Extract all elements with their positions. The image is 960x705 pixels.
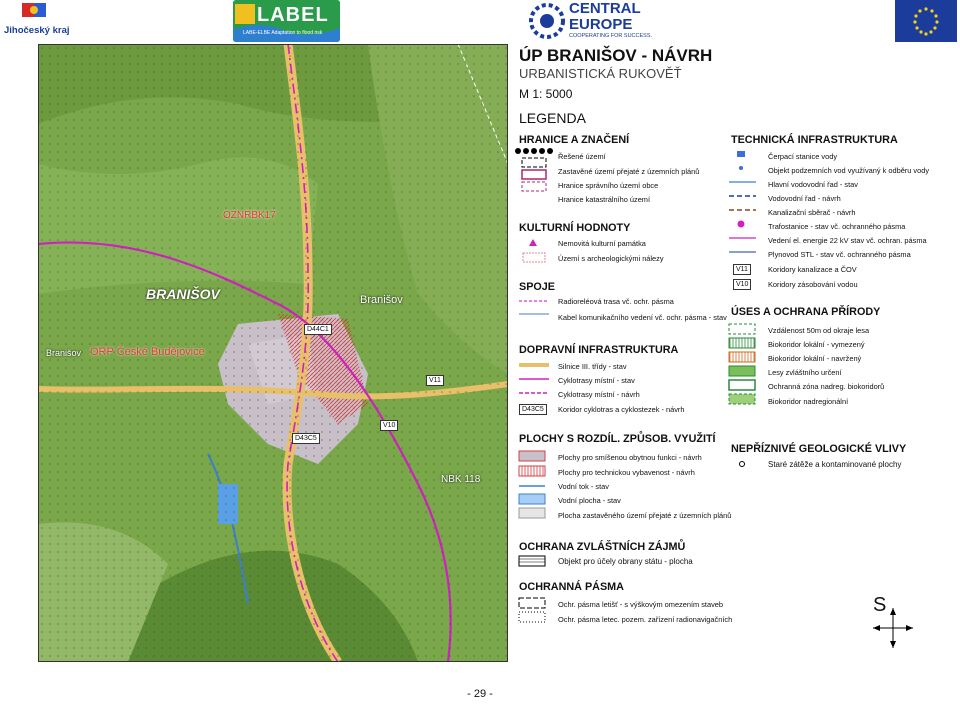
legend-spoje-0: Radioreléová trasa vč. ochr. pásma <box>558 297 674 306</box>
heading-spoje: SPOJE <box>519 281 556 293</box>
eu-flag-logo <box>895 0 957 42</box>
label-title: LABEL <box>257 4 329 26</box>
monument-icon <box>529 239 537 246</box>
map-code-d44c1: D44C1 <box>304 324 332 335</box>
legend-technicka-1: Objekt podzemních vod využívaný k odběru vody <box>768 166 930 175</box>
area-symbols <box>518 450 548 522</box>
legend-plochy-1: Plochy pro technickou vybavenost - návrh <box>558 468 695 477</box>
map-label-branisov-big: BRANIŠOV <box>146 286 220 302</box>
legend-technicka-7: Plynovod STL - stav vč. ochranného pásma <box>768 250 911 259</box>
heading-hranice: HRANICE A ZNAČENÍ <box>519 134 630 146</box>
heading-ochrana-zajmu: OCHRANA ZVLÁŠTNÍCH ZÁJMŮ <box>519 541 686 553</box>
legend-kulturni-0: Nemovitá kulturní památka <box>558 239 646 248</box>
heading-geologie: NEPŘÍZNIVÉ GEOLOGICKÉ VLIVY <box>731 443 907 455</box>
link-symbols <box>518 296 550 320</box>
compass-north-label: S <box>873 594 887 616</box>
reseno-uzemi-icon <box>515 148 553 154</box>
map-area <box>38 44 508 662</box>
legend-hranice-3: Hranice katastrálního území <box>558 195 651 204</box>
code-d43c5: D43C5 <box>519 404 547 415</box>
ce-subtitle: COOPERATING FOR SUCCESS. <box>569 33 653 39</box>
culture-symbols <box>522 238 548 266</box>
legend-dopravni-2: Cyklotrasy místní - návrh <box>558 390 640 399</box>
legend-technicka-6: Vedení el. energie 22 kV stav vč. ochran. pásma <box>768 236 927 245</box>
map-label-branisov-left: Branišov <box>46 348 82 358</box>
heading-kulturni: KULTURNÍ HODNOTY <box>519 222 631 234</box>
legend-priroda-5: Biokoridor nadregionální <box>768 397 849 406</box>
legend-plochy-2: Vodní tok - stav <box>558 482 609 491</box>
defense-area-icon <box>518 555 548 569</box>
legend-geologie-0: Staré zátěže a kontaminované plochy <box>768 460 902 469</box>
legend-priroda-4: Ochranná zóna nadreg. biokoridorů <box>768 382 885 391</box>
legend-hranice-0: Řešené území <box>558 152 606 161</box>
eu-stars-icon <box>895 0 957 42</box>
page-subtitle: URBANISTICKÁ RUKOVĚŤ <box>519 66 682 81</box>
legend-priroda-2: Biokoridor lokální - navržený <box>768 354 862 363</box>
legend-hranice-1: Zastavěné území přejaté z územních plánů <box>558 167 700 176</box>
map-scale: M 1: 5000 <box>519 87 573 101</box>
jihocesky-kraj-logo <box>0 0 80 42</box>
boundary-symbols <box>514 146 554 192</box>
legend-plochy-3: Vodní plocha - stav <box>558 496 621 505</box>
heading-technicka: TECHNICKÁ INFRASTRUKTURA <box>731 134 898 146</box>
legend-title: LEGENDA <box>519 110 586 126</box>
map-label-oznrbk: OZNRBK17 <box>223 210 276 221</box>
ce-title: CENTRAL <box>569 0 641 17</box>
label-logo <box>233 0 340 42</box>
legend-ochranna-pasma-1: Ochr. pásma letec. pozem. zařízení radionavigačních <box>558 615 733 624</box>
legend-priroda-3: Lesy zvláštního určení <box>768 368 842 377</box>
ce-star-icon <box>527 0 567 42</box>
legend-ochranna-pasma-0: Ochr. pásma letišť - s výškovým omezením staveb <box>558 600 724 609</box>
legend-plochy-0: Plochy pro smíšenou obytnou funkci - návrh <box>558 453 702 462</box>
legend-technicka-2: Hlavní vodovodní řad - stav <box>768 180 858 189</box>
legend-dopravni-1: Cyklotrasy místní - stav <box>558 376 635 385</box>
heading-dopravni: DOPRAVNÍ INFRASTRUKTURA <box>519 344 679 356</box>
nature-symbols <box>726 322 760 408</box>
map-label-orp: ORP České Budějovice <box>90 346 205 358</box>
map-label-nbk: NBK 118 <box>441 474 481 485</box>
label-subtitle: LABE-ELBE Adaptation to flood risk <box>243 30 323 36</box>
pump-station-icon <box>737 151 745 157</box>
legend-technicka-8: Koridory kanalizace a ČOV <box>768 265 857 274</box>
ce-title2: EUROPE <box>569 16 633 33</box>
legend-dopravni-3: Koridor cyklotras a cyklostezek - návrh <box>558 405 685 414</box>
map-label-branisov-small: Branišov <box>360 294 403 306</box>
map-code-v10: V10 <box>380 420 398 431</box>
legend-ochrana-zajmu-0: Objekt pro účely obrany státu - plocha <box>558 557 693 566</box>
heading-ochranna-pasma: OCHRANNÁ PÁSMA <box>519 581 624 593</box>
protection-zone-symbols <box>518 597 548 625</box>
legend-plochy-4: Plocha zastavěného území přejaté z územních plánů <box>558 511 732 520</box>
code-v10: V10 <box>733 279 751 290</box>
legend-spoje-1: Kabel komunikačního vedení vč. ochr. pásma - stav <box>558 313 727 322</box>
legend-kulturni-1: Území s archeologickými nálezy <box>558 254 664 263</box>
code-v11: V11 <box>733 264 751 275</box>
legend-technicka-9: Koridory zásobování vodou <box>768 280 858 289</box>
legend-dopravni-0: Silnice III. třídy - stav <box>558 362 627 371</box>
map-code-v11: V11 <box>426 375 444 386</box>
legend-technicka-5: Trafostanice - stav vč. ochranného pásma <box>768 222 906 231</box>
legend-hranice-2: Hranice správního území obce <box>558 181 659 190</box>
legend-priroda-0: Vzdálenost 50m od okraje lesa <box>768 326 870 335</box>
heading-priroda: ÚSES A OCHRANA PŘÍRODY <box>731 306 881 318</box>
compass-rose-icon <box>868 603 918 653</box>
contamination-icon <box>736 458 748 470</box>
legend-technicka-4: Kanalizační sběrač - návrh <box>768 208 856 217</box>
region-name: Jihočeský kraj <box>4 25 70 36</box>
legend-technicka-0: Čerpací stanice vody <box>768 152 838 161</box>
legend-priroda-1: Biokoridor lokální - vymezený <box>768 340 865 349</box>
page-number: - 29 - <box>467 688 493 700</box>
central-europe-logo <box>527 0 673 42</box>
heading-plochy: PLOCHY S ROZDÍL. ZPŮSOB. VYUŽITÍ <box>519 433 716 445</box>
legend-technicka-3: Vodovodní řad - návrh <box>768 194 841 203</box>
map-code-d43c5: D43C5 <box>292 433 320 444</box>
page-title: ÚP BRANIŠOV - NÁVRH <box>519 46 713 65</box>
